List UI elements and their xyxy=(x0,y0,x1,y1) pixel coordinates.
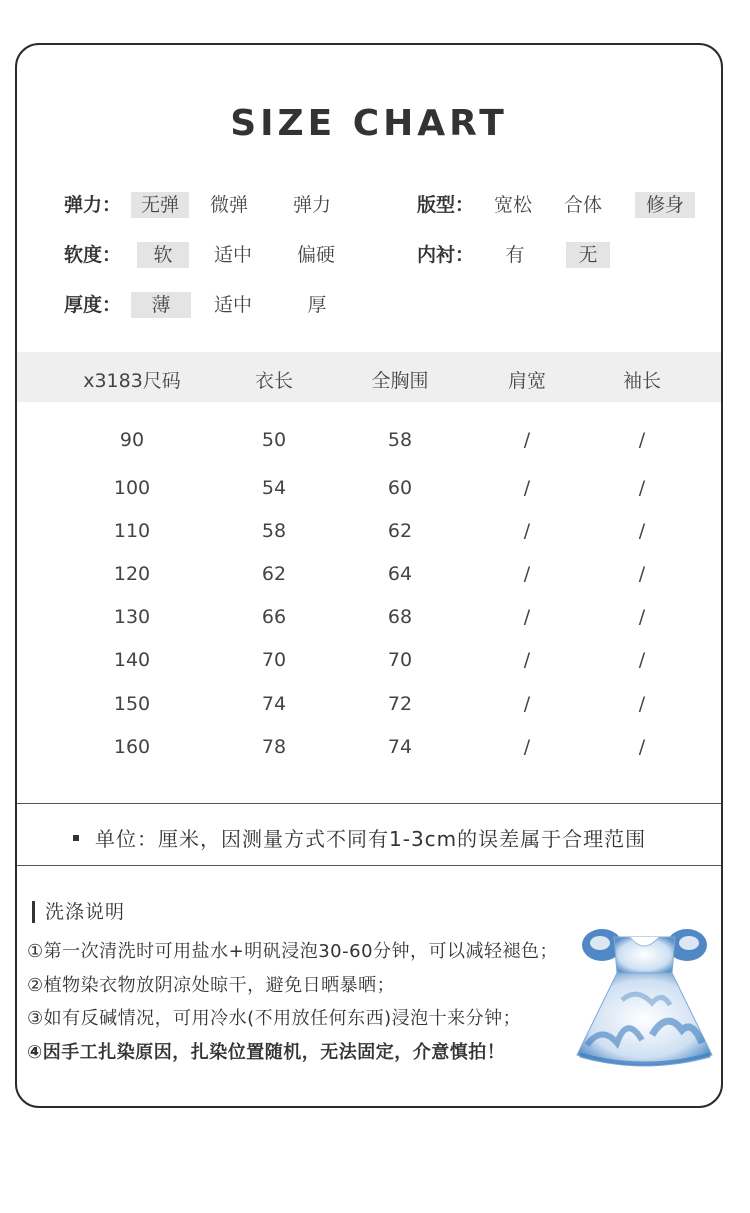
cell-length: 62 xyxy=(261,563,287,585)
column-header-sleeve: 袖长 xyxy=(622,370,662,392)
cell-sleeve: / xyxy=(638,736,646,758)
cell-sleeve: / xyxy=(638,563,646,585)
attr-option-selected: 修身 xyxy=(635,192,695,218)
divider xyxy=(17,865,721,866)
cell-size: 150 xyxy=(113,693,151,715)
cell-size: 90 xyxy=(119,429,145,451)
cell-length: 78 xyxy=(261,736,287,758)
cell-chest: 72 xyxy=(387,693,413,715)
attr-option: 偏硬 xyxy=(296,244,335,266)
cell-size: 140 xyxy=(113,649,151,671)
attr-option: 适中 xyxy=(213,244,252,266)
attr-label: 内衬： xyxy=(417,244,475,266)
unit-note xyxy=(73,823,646,852)
washing-line: ③如有反碱情况，可用冷水(不用放任何东西)浸泡十来分钟； xyxy=(27,1008,522,1029)
attr-option-selected: 无弹 xyxy=(131,192,189,218)
attr-option-selected: 软 xyxy=(137,242,189,268)
unit-note-text: 单位：厘米，因测量方式不同有1-3cm的误差属于合理范围 xyxy=(95,827,647,851)
washing-line: ①第一次清洗时可用盐水+明矾浸泡30-60分钟，可以减轻褪色； xyxy=(27,941,559,962)
attr-option: 适中 xyxy=(213,294,252,316)
cell-size: 100 xyxy=(113,477,151,499)
attr-option-selected: 薄 xyxy=(131,292,191,318)
attr-option: 合体 xyxy=(563,194,602,216)
bullet-icon xyxy=(73,835,79,841)
cell-size: 130 xyxy=(113,606,151,628)
cell-chest: 70 xyxy=(387,649,413,671)
size-table-header xyxy=(17,352,721,402)
cell-sleeve: / xyxy=(638,429,646,451)
attr-option: 宽松 xyxy=(493,194,532,216)
attr-option: 有 xyxy=(505,244,525,266)
cell-shoulder: / xyxy=(523,693,531,715)
cell-length: 50 xyxy=(261,429,287,451)
cell-sleeve: / xyxy=(638,606,646,628)
attr-option: 微弹 xyxy=(209,194,248,216)
divider xyxy=(17,803,721,804)
cell-shoulder: / xyxy=(523,520,531,542)
attr-label: 厚度： xyxy=(64,294,122,316)
cell-chest: 68 xyxy=(387,606,413,628)
cell-shoulder: / xyxy=(523,606,531,628)
cell-size: 120 xyxy=(113,563,151,585)
cell-chest: 64 xyxy=(387,563,413,585)
cell-shoulder: / xyxy=(523,649,531,671)
column-header-shoulder: 肩宽 xyxy=(507,370,547,392)
cell-shoulder: / xyxy=(523,429,531,451)
attr-option: 弹力 xyxy=(292,194,331,216)
cell-shoulder: / xyxy=(523,736,531,758)
attr-option-selected: 无 xyxy=(566,242,610,268)
cell-length: 74 xyxy=(261,693,287,715)
cell-shoulder: / xyxy=(523,477,531,499)
cell-sleeve: / xyxy=(638,649,646,671)
cell-length: 54 xyxy=(261,477,287,499)
cell-shoulder: / xyxy=(523,563,531,585)
washing-line: ②植物染衣物放阴凉处晾干，避免日晒暴晒； xyxy=(27,975,396,996)
cell-chest: 62 xyxy=(387,520,413,542)
column-header-length: 衣长 xyxy=(254,370,294,392)
cell-sleeve: / xyxy=(638,520,646,542)
page-title: SIZE CHART xyxy=(230,103,508,144)
washing-heading: 洗涤说明 xyxy=(32,901,125,923)
attr-label: 弹力： xyxy=(64,194,122,216)
cell-chest: 60 xyxy=(387,477,413,499)
cell-size: 110 xyxy=(113,520,151,542)
cell-size: 160 xyxy=(113,736,151,758)
cell-sleeve: / xyxy=(638,693,646,715)
tie-dye-dress-image xyxy=(572,925,717,1070)
cell-chest: 58 xyxy=(387,429,413,451)
size-table-body xyxy=(17,405,721,805)
cell-sleeve: / xyxy=(638,477,646,499)
size-chart-card xyxy=(15,43,723,1108)
cell-length: 70 xyxy=(261,649,287,671)
cell-chest: 74 xyxy=(387,736,413,758)
column-header-chest: 全胸围 xyxy=(371,370,429,392)
washing-line-warning: ④因手工扎染原因，扎染位置随机，无法固定，介意慎拍！ xyxy=(27,1042,506,1063)
cell-length: 66 xyxy=(261,606,287,628)
attr-option: 厚 xyxy=(307,294,327,316)
attr-label: 版型： xyxy=(417,194,475,216)
attr-label: 软度： xyxy=(64,244,122,266)
column-header-size: x3183尺码 xyxy=(83,370,181,392)
cell-length: 58 xyxy=(261,520,287,542)
